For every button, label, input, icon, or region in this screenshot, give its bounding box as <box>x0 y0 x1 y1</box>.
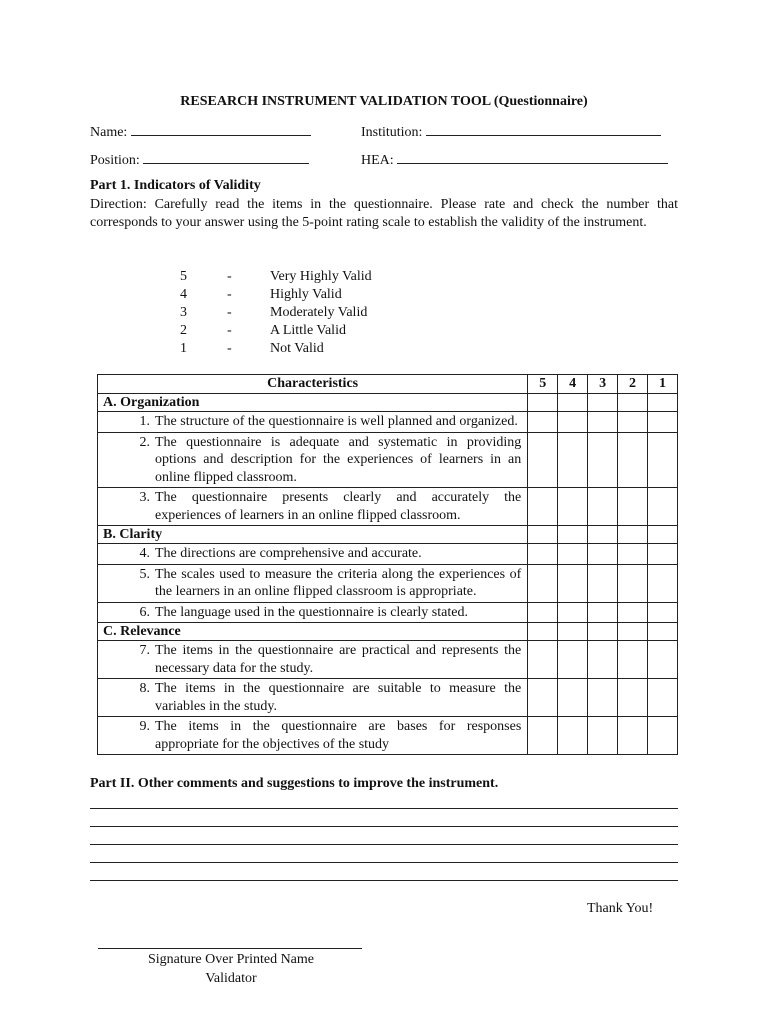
validation-table <box>97 374 678 755</box>
scale-num: 3 <box>180 305 187 320</box>
section-row <box>98 623 678 641</box>
item-cell <box>98 488 528 526</box>
comment-line[interactable] <box>90 862 678 863</box>
scale-row <box>180 286 372 304</box>
scale-dash: - <box>227 341 232 356</box>
item-text: The items in the questionnaire are practical and represents the necessary data for the study. <box>155 643 522 676</box>
direction-text: Direction: Carefully read the items in the questionnaire. Please rate and check the number that corresponds to your answer using the 5-point rating scale to establish the validity of the instrument. <box>90 197 678 230</box>
scale-num: 1 <box>180 341 187 356</box>
signature-label: Signature Over Printed Name <box>147 952 314 967</box>
section-rating-cell <box>588 526 618 544</box>
rating-cell-1[interactable] <box>648 544 678 565</box>
header-rating-5: 5 <box>528 375 558 394</box>
table-row <box>98 544 678 565</box>
institution-field[interactable] <box>361 122 661 141</box>
item-number: 6. <box>139 604 150 620</box>
rating-cell-1[interactable] <box>648 564 678 602</box>
scale-dash: - <box>227 305 232 320</box>
scale-row <box>180 322 372 340</box>
item-cell <box>98 717 528 755</box>
section-row <box>98 526 678 544</box>
section-rating-cell <box>558 623 588 641</box>
item-text: The language used in the questionnaire is clearly stated. <box>155 604 468 620</box>
rating-cell-3[interactable] <box>588 679 618 717</box>
scale-num: 4 <box>180 287 187 302</box>
table-row <box>98 412 678 433</box>
hea-blank[interactable] <box>397 150 668 164</box>
rating-cell-4[interactable] <box>558 488 588 526</box>
signature-block <box>98 950 364 988</box>
item-number: 8. <box>139 681 150 696</box>
rating-cell-1[interactable] <box>648 412 678 433</box>
rating-cell-3[interactable] <box>588 602 618 623</box>
table-row <box>98 602 678 623</box>
section-rating-cell <box>618 526 648 544</box>
section-rating-cell <box>648 526 678 544</box>
comment-line[interactable] <box>90 826 678 827</box>
section-rating-cell <box>618 623 648 641</box>
rating-cell-4[interactable] <box>558 602 588 623</box>
header-rating-3: 3 <box>588 375 618 394</box>
rating-cell-2[interactable] <box>618 564 648 602</box>
item-text: The scales used to measure the criteria along the experiences of the learners in an online flipped classroom is appropriate. <box>155 566 522 599</box>
scale-label: A Little Valid <box>270 323 346 338</box>
table-row <box>98 641 678 679</box>
hea-label: HEA: <box>361 153 394 168</box>
item-number: 1. <box>139 414 150 429</box>
rating-cell-3[interactable] <box>588 488 618 526</box>
item-text: The items in the questionnaire are suitable to measure the variables in the study. <box>155 681 522 714</box>
rating-cell-2[interactable] <box>618 488 648 526</box>
rating-cell-1[interactable] <box>648 641 678 679</box>
rating-cell-5[interactable] <box>528 488 558 526</box>
rating-cell-5[interactable] <box>528 412 558 433</box>
section-rating-cell <box>528 394 558 412</box>
item-text: The questionnaire is adequate and systematic in providing options and description for the experiences of learners in an online flipped classroom. <box>155 434 522 485</box>
item-number: 2. <box>139 434 150 450</box>
item-number: 5. <box>139 566 150 582</box>
position-blank[interactable] <box>143 150 309 164</box>
scale-row <box>180 340 372 358</box>
rating-cell-3[interactable] <box>588 717 618 755</box>
rating-cell-3[interactable] <box>588 432 618 488</box>
header-rating-2: 2 <box>618 375 648 394</box>
section-label: B. Clarity <box>98 526 528 544</box>
part2-heading: Part II. Other comments and suggestions to improve the instrument. <box>90 776 499 791</box>
rating-cell-1[interactable] <box>648 679 678 717</box>
rating-cell-3[interactable] <box>588 641 618 679</box>
rating-cell-5[interactable] <box>528 679 558 717</box>
rating-cell-3[interactable] <box>588 544 618 565</box>
section-label: C. Relevance <box>98 623 528 641</box>
thank-you-text: Thank You! <box>587 901 654 916</box>
item-cell <box>98 564 528 602</box>
rating-cell-4[interactable] <box>558 564 588 602</box>
section-rating-cell <box>558 394 588 412</box>
rating-cell-5[interactable] <box>528 564 558 602</box>
rating-cell-5[interactable] <box>528 602 558 623</box>
item-cell <box>98 602 528 623</box>
scale-dash: - <box>227 323 232 338</box>
position-label: Position: <box>90 153 140 168</box>
institution-label: Institution: <box>361 125 423 140</box>
scale-label: Very Highly Valid <box>270 269 372 284</box>
scale-row <box>180 268 372 286</box>
section-rating-cell <box>618 394 648 412</box>
rating-cell-5[interactable] <box>528 717 558 755</box>
document-title: RESEARCH INSTRUMENT VALIDATION TOOL (Questionnaire) <box>180 94 588 109</box>
item-text: The items in the questionnaire are bases for responses appropriate for the objectives of the study <box>155 719 522 752</box>
table-row <box>98 679 678 717</box>
comment-line[interactable] <box>90 844 678 845</box>
section-rating-cell <box>528 526 558 544</box>
section-rating-cell <box>558 526 588 544</box>
rating-cell-3[interactable] <box>588 564 618 602</box>
item-cell <box>98 544 528 565</box>
section-row <box>98 394 678 412</box>
item-number: 7. <box>139 643 150 658</box>
header-characteristics: Characteristics <box>98 375 528 394</box>
rating-cell-4[interactable] <box>558 544 588 565</box>
section-rating-cell <box>588 394 618 412</box>
rating-cell-2[interactable] <box>618 544 648 565</box>
name-field[interactable] <box>90 122 311 141</box>
item-cell <box>98 412 528 433</box>
rating-cell-4[interactable] <box>558 717 588 755</box>
hea-field[interactable] <box>361 150 668 169</box>
item-text: The structure of the questionnaire is well planned and organized. <box>155 414 518 429</box>
rating-cell-5[interactable] <box>528 641 558 679</box>
section-label: A. Organization <box>98 394 528 412</box>
rating-cell-3[interactable] <box>588 412 618 433</box>
section-rating-cell <box>648 623 678 641</box>
item-text: The questionnaire presents clearly and accurately the experiences of learners in an online flipped classroom. <box>155 490 522 523</box>
rating-cell-1[interactable] <box>648 432 678 488</box>
scale-num: 5 <box>180 269 187 284</box>
scale-label: Not Valid <box>270 341 324 356</box>
item-text: The directions are comprehensive and accurate. <box>155 546 422 561</box>
rating-cell-4[interactable] <box>558 641 588 679</box>
header-rating-1: 1 <box>648 375 678 394</box>
header-rating-4: 4 <box>558 375 588 394</box>
rating-cell-5[interactable] <box>528 432 558 488</box>
item-cell <box>98 679 528 717</box>
scale-dash: - <box>227 287 232 302</box>
rating-cell-2[interactable] <box>618 717 648 755</box>
item-number: 9. <box>139 719 150 734</box>
validator-label: Validator <box>205 971 257 986</box>
rating-cell-1[interactable] <box>648 488 678 526</box>
rating-cell-2[interactable] <box>618 679 648 717</box>
part1-heading: Part 1. Indicators of Validity <box>90 178 261 193</box>
rating-cell-1[interactable] <box>648 717 678 755</box>
scale-row <box>180 304 372 322</box>
rating-cell-4[interactable] <box>558 412 588 433</box>
scale-dash: - <box>227 269 232 284</box>
table-header-row <box>98 375 678 394</box>
signature-line[interactable] <box>98 948 362 949</box>
item-cell <box>98 641 528 679</box>
scale-num: 2 <box>180 323 187 338</box>
table-row <box>98 564 678 602</box>
comment-line[interactable] <box>90 880 678 881</box>
table-row <box>98 432 678 488</box>
rating-cell-2[interactable] <box>618 412 648 433</box>
section-rating-cell <box>588 623 618 641</box>
scale-label: Highly Valid <box>270 287 342 302</box>
name-blank[interactable] <box>131 122 311 136</box>
rating-cell-2[interactable] <box>618 432 648 488</box>
table-row <box>98 717 678 755</box>
comment-line[interactable] <box>90 808 678 809</box>
rating-cell-1[interactable] <box>648 602 678 623</box>
name-label: Name: <box>90 125 128 140</box>
rating-scale <box>180 268 372 358</box>
rating-cell-2[interactable] <box>618 602 648 623</box>
section-rating-cell <box>528 623 558 641</box>
item-number: 3. <box>139 490 150 505</box>
rating-cell-2[interactable] <box>618 641 648 679</box>
item-cell <box>98 432 528 488</box>
table-row <box>98 488 678 526</box>
rating-cell-4[interactable] <box>558 679 588 717</box>
rating-cell-5[interactable] <box>528 544 558 565</box>
institution-blank[interactable] <box>426 122 661 136</box>
rating-cell-4[interactable] <box>558 432 588 488</box>
position-field[interactable] <box>90 150 309 169</box>
item-number: 4. <box>139 546 150 561</box>
scale-label: Moderately Valid <box>270 305 368 320</box>
section-rating-cell <box>648 394 678 412</box>
